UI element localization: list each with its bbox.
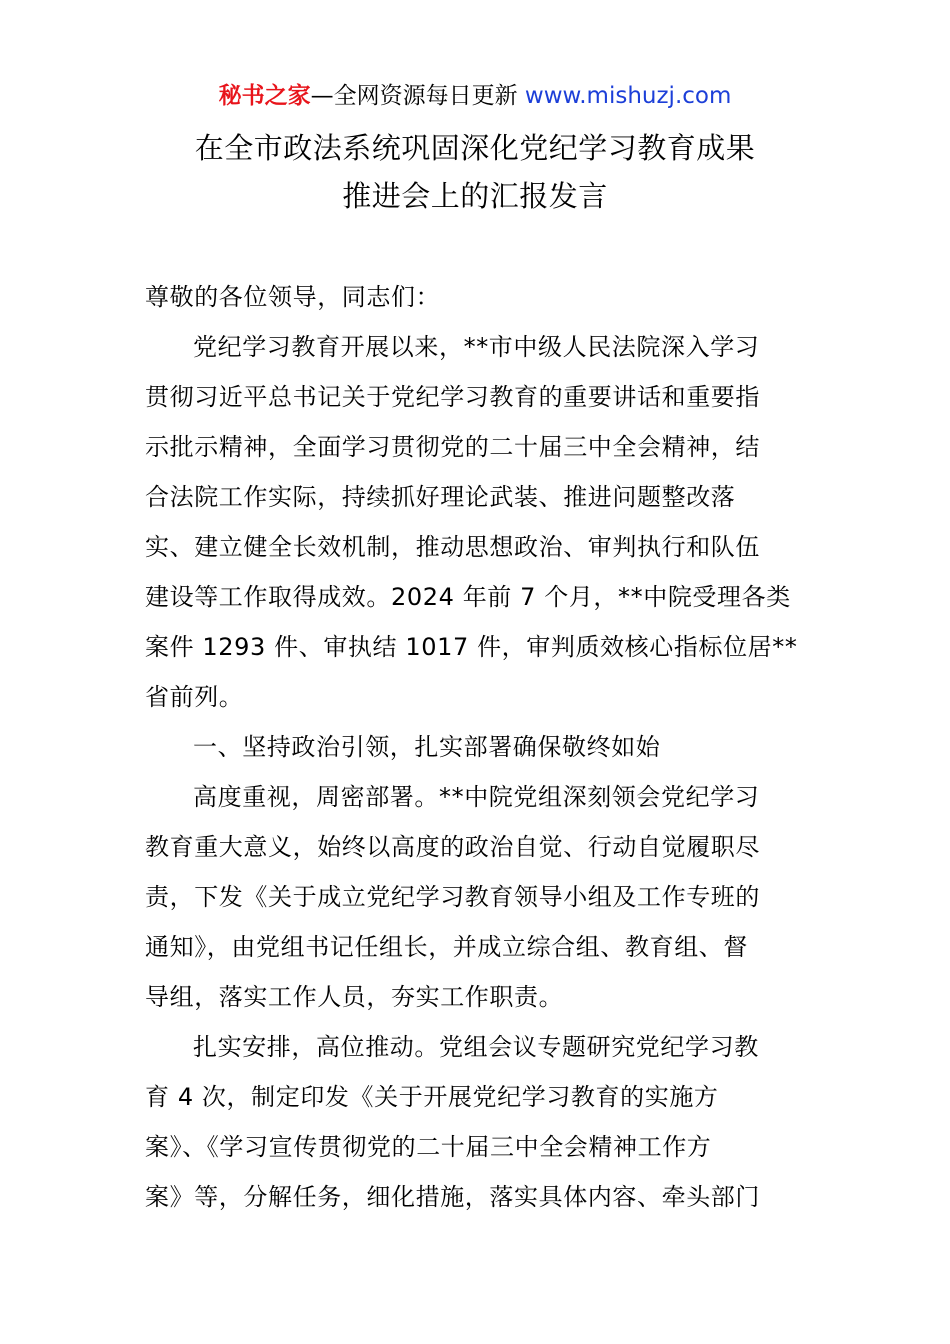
paragraph-line: 案》、《学习宣传贯彻党的二十届三中全会精神工作方 (145, 1133, 712, 1161)
brand-name: 秘书之家 (218, 83, 311, 109)
paragraph-line: 建设等工作取得成效。2024 年前 7 个月，**中院受理各类 (145, 583, 791, 611)
paragraph-line: 示批示精神，全面学习贯彻党的二十届三中全会精神，结 (145, 433, 760, 461)
paragraph-line: 责，下发《关于成立党纪学习教育领导小组及工作专班的 (145, 883, 760, 911)
paragraph-line: 通知》，由党组书记任组长，并成立综合组、教育组、督 (145, 933, 748, 961)
site-url-link[interactable]: www.mishuzj.com (524, 83, 732, 109)
paragraph-line: 育 4 次，制定印发《关于开展党纪学习教育的实施方 (145, 1083, 719, 1111)
paragraph-line: 合法院工作实际，持续抓好理论武装、推进问题整改落 (145, 483, 736, 511)
section-heading: 一、坚持政治引领，扎实部署确保敬终如始 (193, 733, 661, 761)
paragraph-line: 导组，落实工作人员，夯实工作职责。 (145, 983, 564, 1011)
document-body (145, 272, 810, 1222)
paragraph-line: 高度重视，周密部署。**中院党组深刻领会党纪学习 (193, 783, 760, 811)
salutation: 尊敬的各位领导，同志们： (145, 283, 441, 311)
document-title-line-1: 在全市政法系统巩固深化党纪学习教育成果 (194, 131, 756, 165)
paragraph-line: 党纪学习教育开展以来，**市中级人民法院深入学习 (193, 333, 760, 361)
paragraph-line: 贯彻习近平总书记关于党纪学习教育的重要讲话和重要指 (145, 383, 760, 411)
paragraph-line: 教育重大意义，始终以高度的政治自觉、行动自觉履职尽 (145, 833, 760, 861)
site-header (0, 80, 950, 112)
paragraph-line: 省前列。 (145, 683, 244, 711)
paragraph-line: 扎实安排，高位推动。党组会议专题研究党纪学习教 (193, 1033, 759, 1061)
paragraph-line: 案件 1293 件、审执结 1017 件，审判质效核心指标位居** (145, 633, 798, 661)
document-title-line-2: 推进会上的汇报发言 (342, 179, 608, 213)
header-tagline: —全网资源每日更新 (310, 83, 518, 109)
paragraph-line: 实、建立健全长效机制，推动思想政治、审判执行和队伍 (145, 533, 760, 561)
paragraph-line: 案》等，分解任务，细化措施，落实具体内容、牵头部门 (145, 1183, 760, 1211)
